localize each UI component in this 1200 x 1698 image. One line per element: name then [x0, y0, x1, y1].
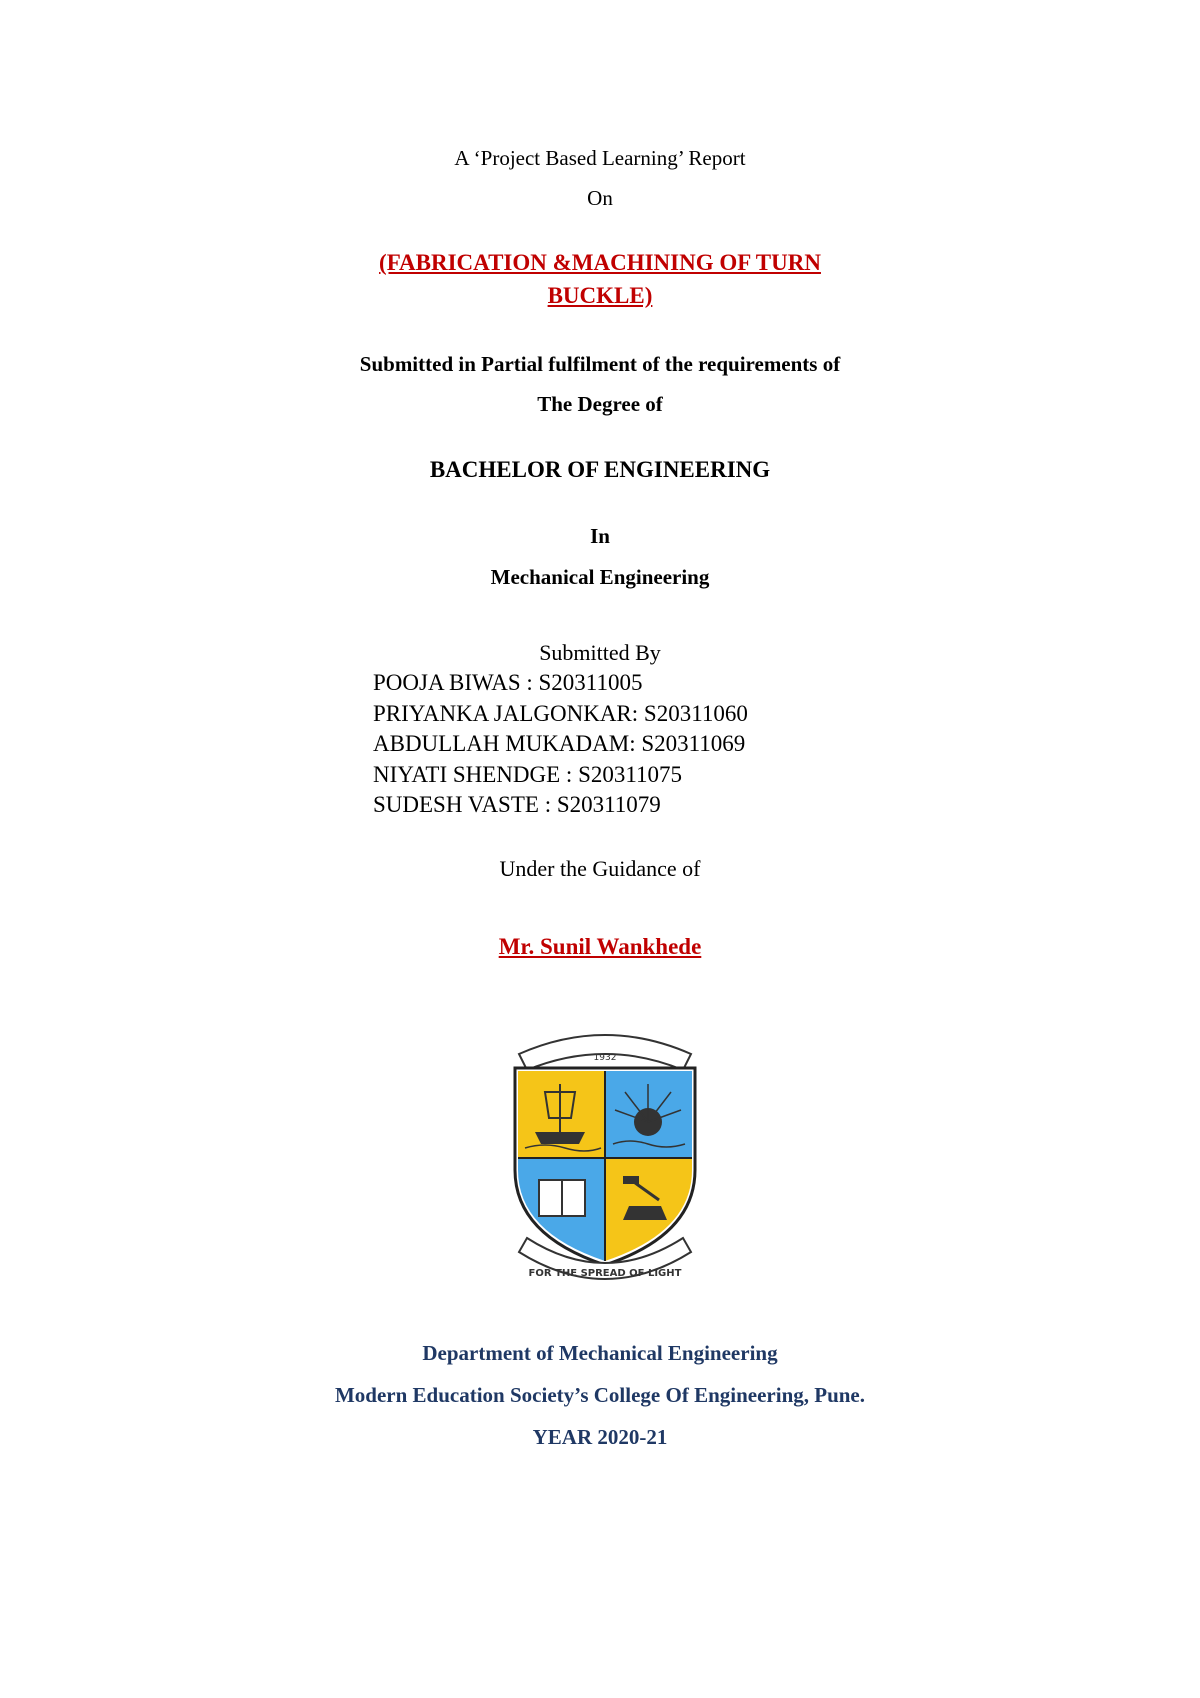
- guide-name: Mr. Sunil Wankhede: [498, 934, 702, 959]
- submitted-by: Submitted By: [539, 640, 661, 665]
- report-intro: A ‘Project Based Learning’ Report: [454, 146, 746, 170]
- student-name: PRIYANKA JALGONKAR:: [373, 700, 639, 726]
- student-name: NIYATI SHENDGE :: [373, 761, 573, 787]
- college-name: Modern Education Society’s College Of Engineering, Pune.: [334, 1383, 866, 1407]
- student-row: [373, 760, 748, 791]
- submitted-partial: Submitted in Partial fulfilment of the requirements of: [359, 352, 841, 376]
- student-id: S20311069: [635, 731, 746, 756]
- student-row: [373, 729, 748, 760]
- branch-name: Mechanical Engineering: [490, 565, 710, 589]
- degree-of: The Degree of: [537, 392, 663, 416]
- degree-name: BACHELOR OF ENGINEERING: [429, 457, 771, 482]
- department-name: Department of Mechanical Engineering: [422, 1341, 778, 1365]
- college-crest-icon: [505, 1020, 705, 1290]
- student-name: POOJA BIWAS :: [373, 670, 533, 695]
- student-row: [373, 790, 748, 821]
- student-name: SUDESH VASTE: [373, 792, 539, 817]
- student-row: [373, 699, 748, 730]
- on-label: On: [587, 186, 613, 210]
- crest-motto: FOR THE SPREAD OF LIGHT: [528, 1268, 682, 1279]
- student-row: [373, 668, 748, 699]
- guidance-label: Under the Guidance of: [499, 856, 701, 881]
- in-label: In: [590, 524, 610, 548]
- student-name: ABDULLAH MUKADAM:: [373, 731, 636, 756]
- project-title-line1: (FABRICATION &MACHINING OF TURN: [379, 250, 821, 275]
- project-title-line2: BUCKLE): [547, 283, 653, 308]
- student-id: S20311005: [532, 670, 643, 695]
- crest-year: 1932: [593, 1053, 617, 1063]
- academic-year: YEAR 2020-21: [532, 1425, 668, 1449]
- student-id: : S20311079: [538, 792, 661, 817]
- student-list: [373, 668, 748, 821]
- student-id: S20311060: [638, 700, 748, 726]
- student-id: S20311075: [572, 761, 683, 787]
